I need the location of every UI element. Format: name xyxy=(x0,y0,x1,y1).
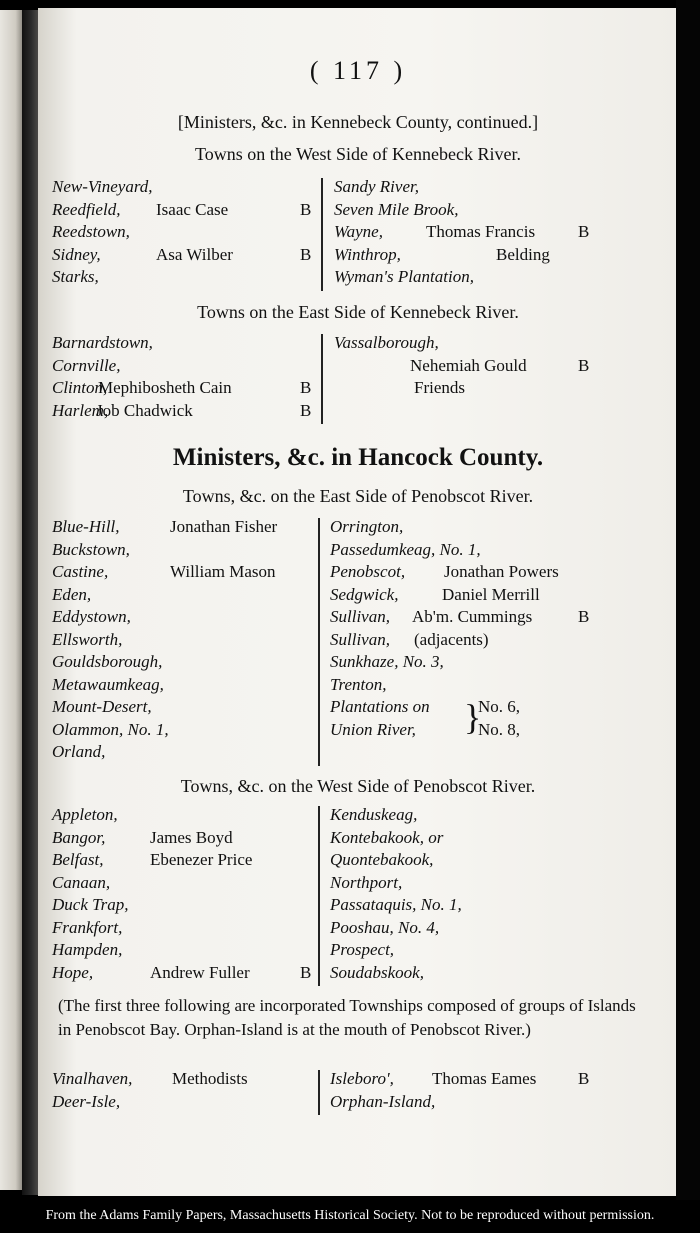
minister-name: Mephibosheth Cain xyxy=(98,378,232,397)
list-item xyxy=(330,939,630,961)
list-item xyxy=(334,244,634,266)
town-name: Wyman's Plantation, xyxy=(334,267,474,286)
list-item xyxy=(52,849,322,871)
list-item xyxy=(52,516,322,538)
town-name: Kenduskeag, xyxy=(330,805,418,824)
section-heading-penobscot-west: Towns, &c. on the West Side of Penobscot River. xyxy=(180,776,536,796)
denomination-mark: B xyxy=(300,962,312,982)
list-item xyxy=(52,741,322,763)
list-item xyxy=(330,674,630,696)
town-name: Sidney, xyxy=(52,244,101,264)
list-item xyxy=(330,561,630,583)
town-name: Sandy River, xyxy=(334,177,419,196)
brace-mark: } xyxy=(464,697,482,737)
islands-note: (The first three following are incorporated Townships composed of groups of Islands in Penobscot Bay. Orphan-Island is at the mouth of Penobscot River.) xyxy=(58,996,636,1039)
town-name: Hampden, xyxy=(52,940,123,959)
town-name: Reedfield, xyxy=(52,199,121,219)
town-name: Trenton, xyxy=(330,674,387,694)
town-name: Isleboro', xyxy=(330,1069,394,1088)
list-item xyxy=(52,332,322,354)
town-name: Union River, xyxy=(330,719,416,739)
minister-name: Thomas Francis xyxy=(426,222,536,241)
denomination-mark: B xyxy=(578,355,590,375)
town-name: Mount-Desert, xyxy=(52,697,152,716)
list-item xyxy=(330,894,630,916)
town-name: Castine, xyxy=(52,562,109,581)
denomination-mark: B xyxy=(578,1069,590,1088)
section-heading-penobscot-east: Towns, &c. on the East Side of Penobscot River. xyxy=(182,486,534,506)
town-name: Starks, xyxy=(52,267,99,286)
list-item xyxy=(52,176,322,198)
minister-name: Methodists xyxy=(172,1069,248,1088)
town-name: Orrington, xyxy=(330,517,404,536)
list-item xyxy=(52,539,322,561)
county-title-hancock: Ministers, &c. in Hancock County. xyxy=(172,444,544,471)
town-name: Barnardstown, xyxy=(52,333,153,352)
list-item xyxy=(52,719,322,741)
list-item xyxy=(330,849,630,871)
town-name: Soudabskook, xyxy=(330,962,424,982)
list-item xyxy=(334,332,634,354)
town-name: Passedumkeag, No. 1, xyxy=(330,539,481,559)
town-name: Cornville, xyxy=(52,355,121,375)
list-item xyxy=(52,804,322,826)
minister-name: William Mason xyxy=(170,562,276,581)
town-name: Orphan-Island, xyxy=(330,1091,436,1111)
town-name: Plantations on xyxy=(330,697,430,716)
town-name: Gouldsborough, xyxy=(52,652,163,671)
town-name: Belfast, xyxy=(52,850,104,869)
town-name: Eddystown, xyxy=(52,607,131,626)
minister-name: James Boyd xyxy=(150,827,233,847)
running-head: [Ministers, &c. in Kennebeck County, continued.] xyxy=(177,112,539,132)
list-item xyxy=(330,1091,630,1113)
minister-name: Isaac Case xyxy=(156,199,229,219)
minister-name: Thomas Eames xyxy=(432,1069,537,1088)
town-name: Metawaumkeag, xyxy=(52,674,164,694)
list-item xyxy=(330,804,630,826)
list-item xyxy=(52,400,322,422)
copyright-footer: From the Adams Family Papers, Massachusetts Historical Society. Not to be reproduced without permission. xyxy=(45,1208,655,1223)
town-name: Sullivan, xyxy=(330,607,390,626)
minister-name: (adjacents) xyxy=(414,629,489,649)
section-heading-kennebeck-west: Towns on the West Side of Kennebeck River. xyxy=(195,144,521,164)
town-name: Orland, xyxy=(52,742,106,761)
book-page xyxy=(38,8,678,1196)
minister-name: Belding xyxy=(496,244,550,264)
town-name: Eden, xyxy=(52,584,92,604)
list-item xyxy=(52,917,322,939)
town-name: Clinton, xyxy=(52,378,108,397)
town-name: Hope, xyxy=(52,962,94,982)
town-name: Duck Trap, xyxy=(52,895,129,914)
denomination-mark: B xyxy=(300,378,312,397)
list-item xyxy=(52,629,322,651)
list-item xyxy=(330,584,630,606)
town-name: Prospect, xyxy=(330,940,395,959)
denomination-mark: B xyxy=(300,400,312,420)
denomination-mark: B xyxy=(578,222,590,241)
list-item xyxy=(52,606,322,628)
town-name: Blue-Hill, xyxy=(52,517,120,536)
town-name: Appleton, xyxy=(52,805,118,824)
section-heading-kennebeck-east: Towns on the East Side of Kennebeck River. xyxy=(197,302,519,322)
list-item xyxy=(334,266,634,288)
list-item xyxy=(330,629,630,651)
list-item xyxy=(52,872,322,894)
list-item xyxy=(52,355,322,377)
denomination-mark: B xyxy=(578,607,590,626)
list-item xyxy=(52,584,322,606)
town-name: Deer-Isle, xyxy=(52,1091,121,1111)
list-item xyxy=(52,939,322,961)
town-name: Buckstown, xyxy=(52,539,130,559)
denomination-mark: B xyxy=(300,199,312,219)
town-name: Quontebakook, xyxy=(330,850,434,869)
minister-name: Jonathan Powers xyxy=(444,562,559,581)
town-name: Vassalborough, xyxy=(334,333,439,352)
list-item xyxy=(330,962,630,984)
town-name: Wayne, xyxy=(334,222,383,241)
minister-name: No. 8, xyxy=(478,719,521,739)
list-item xyxy=(330,827,630,849)
town-name: Penobscot, xyxy=(330,562,406,581)
list-item xyxy=(330,606,630,628)
minister-name: Ebenezer Price xyxy=(150,850,253,869)
town-name: Northport, xyxy=(330,872,403,892)
list-item xyxy=(330,1068,630,1090)
minister-name: No. 6, xyxy=(478,697,521,716)
town-name: Winthrop, xyxy=(334,244,401,264)
list-item xyxy=(52,962,322,984)
list-item xyxy=(52,651,322,673)
list-item xyxy=(330,651,630,673)
list-item xyxy=(330,872,630,894)
minister-name: Andrew Fuller xyxy=(150,962,250,982)
town-name: Passataquis, No. 1, xyxy=(330,895,462,914)
list-item xyxy=(52,674,322,696)
list-item xyxy=(330,516,630,538)
minister-name: Nehemiah Gould xyxy=(410,355,527,375)
list-item xyxy=(52,377,322,399)
town-name: Pooshau, No. 4, xyxy=(330,917,440,937)
minister-name: Asa Wilber xyxy=(156,244,233,264)
list-item xyxy=(52,221,322,243)
list-item xyxy=(52,696,322,718)
minister-name: Ab'm. Cummings xyxy=(412,607,533,626)
list-item xyxy=(52,1091,322,1113)
town-name: Canaan, xyxy=(52,872,111,892)
list-item xyxy=(334,199,634,221)
town-name: Ellsworth, xyxy=(52,629,123,649)
list-item xyxy=(52,199,322,221)
town-name: Seven Mile Brook, xyxy=(334,199,459,219)
list-item xyxy=(52,244,322,266)
minister-name: Jonathan Fisher xyxy=(170,517,278,536)
town-name: Sedgwick, xyxy=(330,584,399,604)
scan-border xyxy=(676,0,700,1200)
list-item xyxy=(52,1068,322,1090)
town-name: Harlem, xyxy=(52,400,109,420)
town-name: Sullivan, xyxy=(330,629,390,649)
list-item xyxy=(334,377,634,399)
denomination-mark: B xyxy=(300,244,312,264)
list-item xyxy=(334,355,634,377)
list-item xyxy=(52,266,322,288)
town-name: Frankfort, xyxy=(52,917,123,937)
list-item xyxy=(330,917,630,939)
list-item xyxy=(52,894,322,916)
town-name: Vinalhaven, xyxy=(52,1069,133,1088)
minister-name: Daniel Merrill xyxy=(442,584,540,604)
town-name: Olammon, No. 1, xyxy=(52,719,169,739)
town-name: New-Vineyard, xyxy=(52,177,153,196)
minister-name: Job Chadwick xyxy=(96,400,193,420)
town-name: Reedstown, xyxy=(52,222,130,241)
town-name: Bangor, xyxy=(52,827,106,847)
page-number: ( 117 ) xyxy=(309,56,407,85)
town-name: Kontebakook, or xyxy=(330,827,444,847)
town-name: Sunkhaze, No. 3, xyxy=(330,652,444,671)
list-item xyxy=(330,539,630,561)
list-item xyxy=(334,221,634,243)
list-item xyxy=(52,827,322,849)
minister-name: Friends xyxy=(414,378,465,397)
list-item xyxy=(52,561,322,583)
list-item xyxy=(334,176,634,198)
